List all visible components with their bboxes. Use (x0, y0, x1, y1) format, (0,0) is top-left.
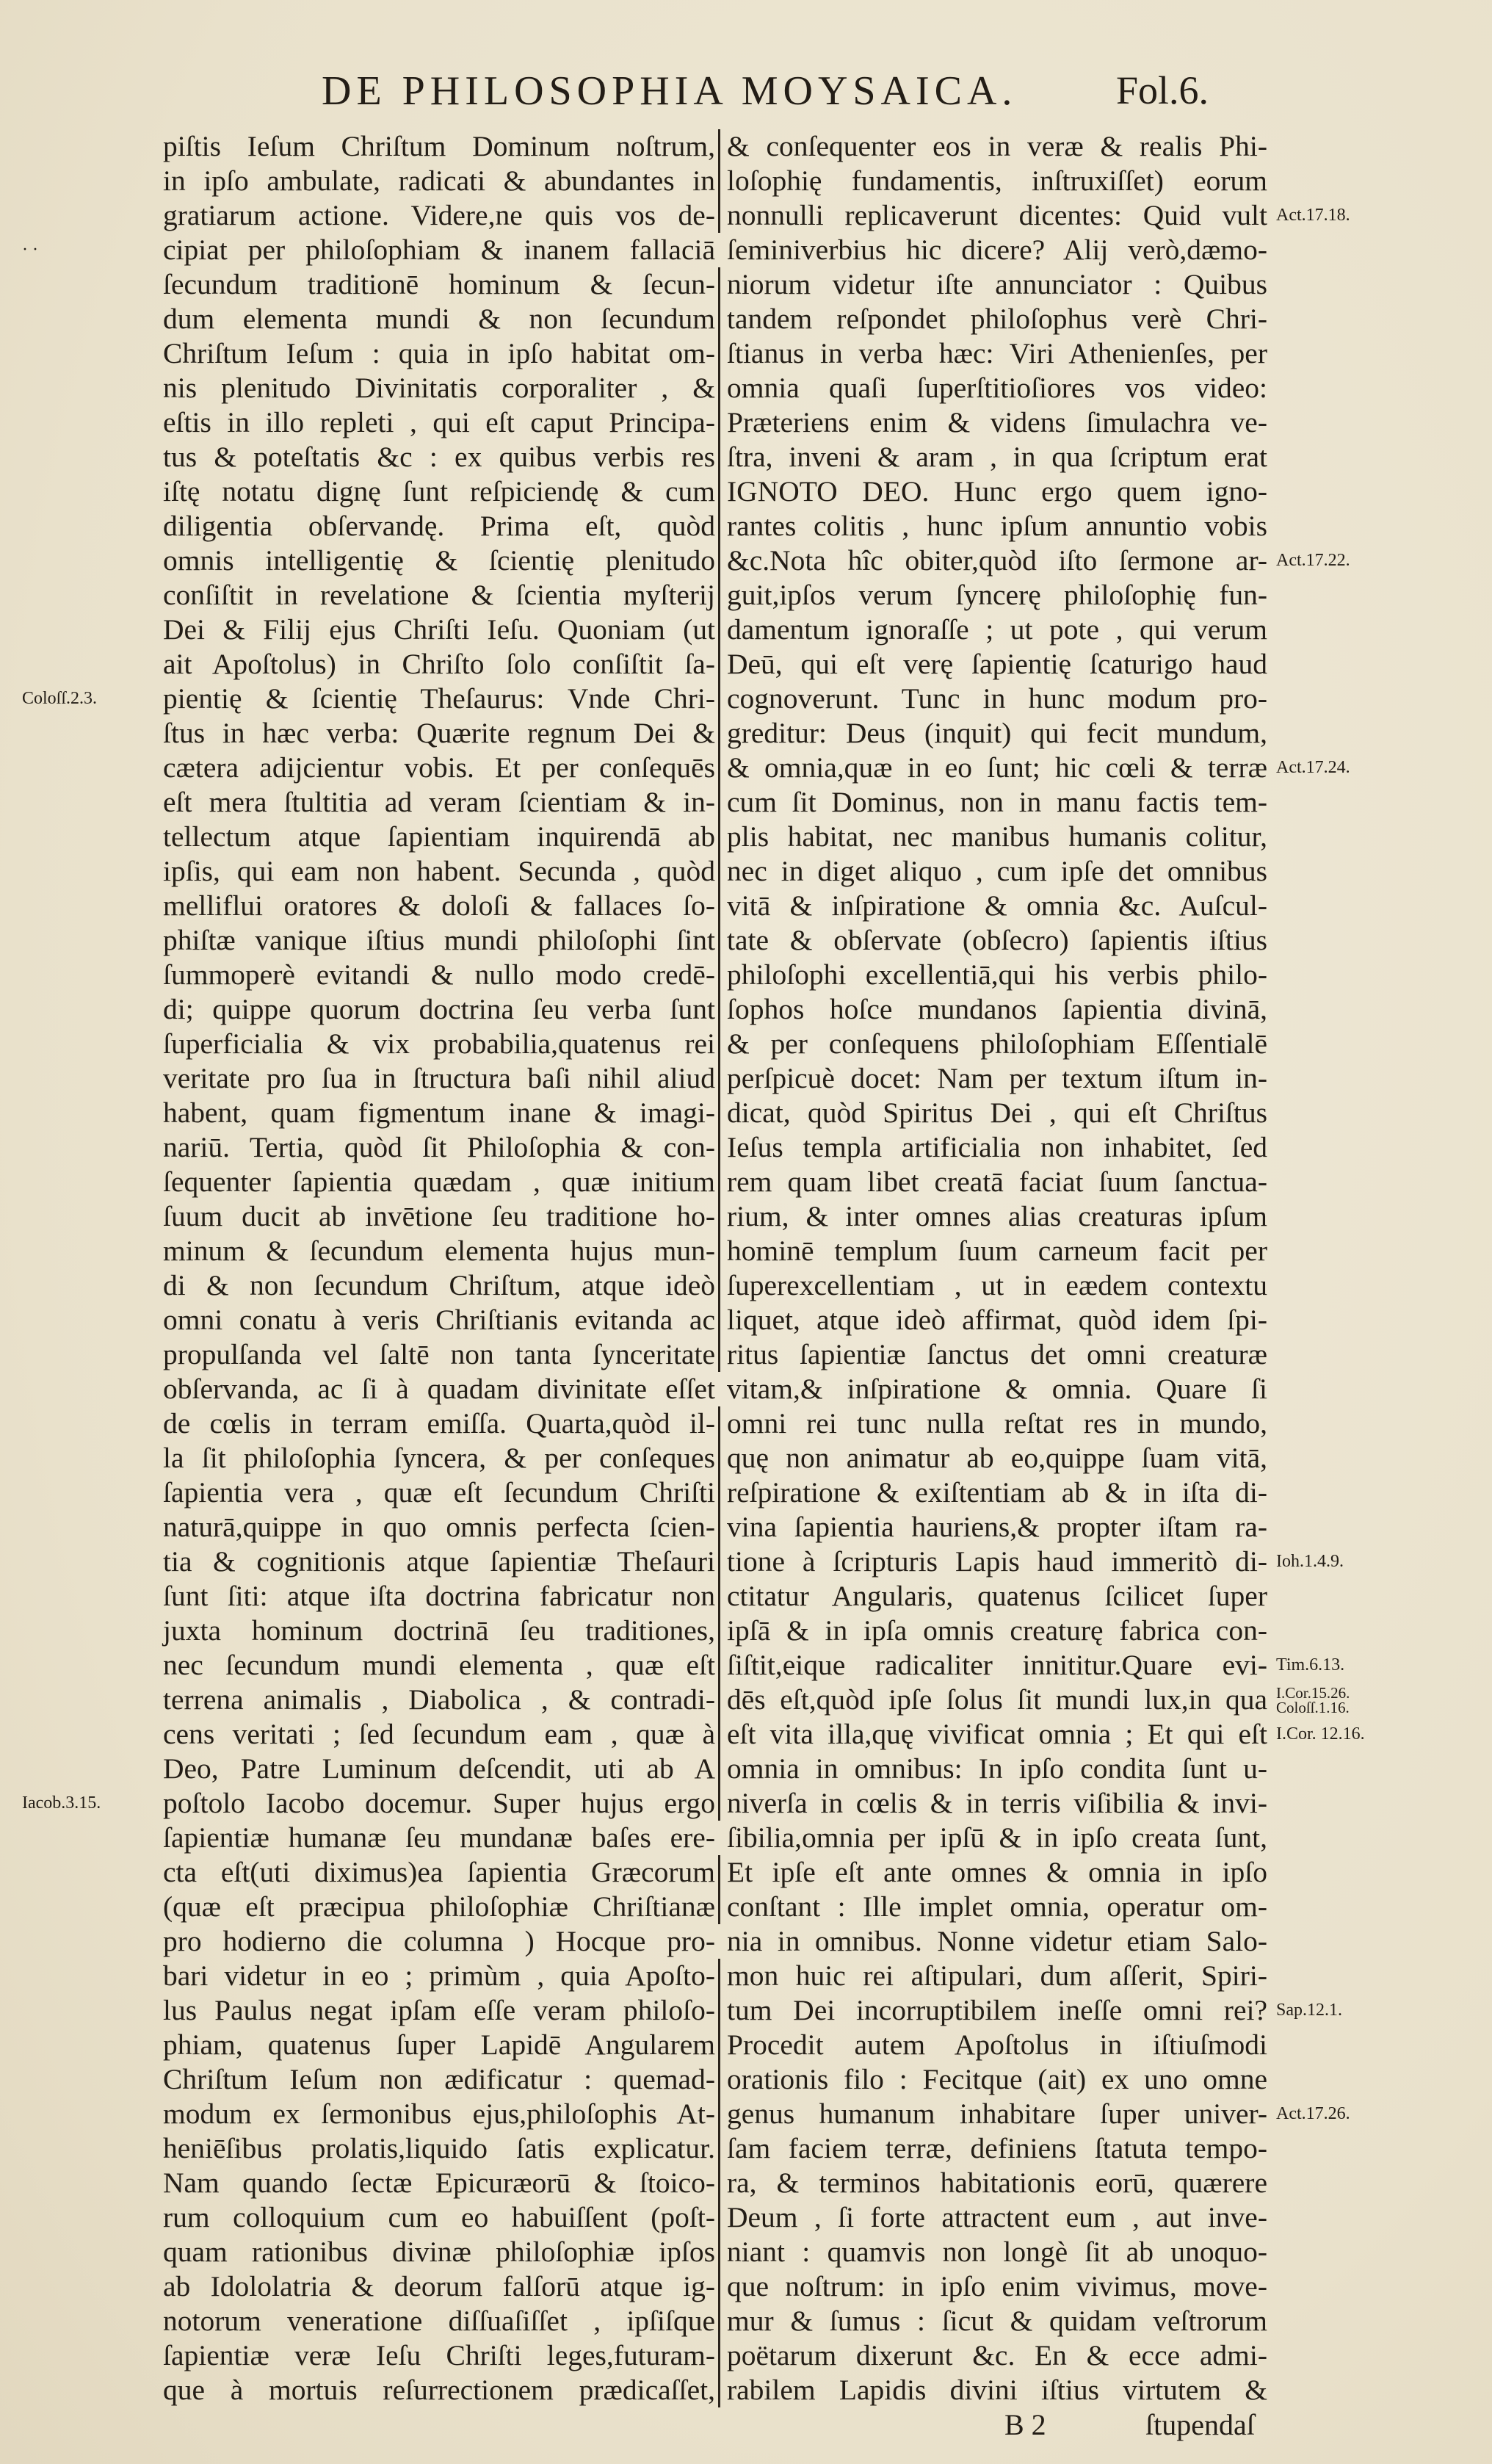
column-rule (718, 1061, 720, 1096)
column-rule (718, 1993, 720, 2028)
text-row (0, 198, 1492, 233)
column-rule (718, 267, 720, 302)
column-rule (718, 1786, 720, 1821)
right-column-line: mur & ſumus : ſicut & quidam veſtrorum (727, 2305, 1267, 2337)
left-column-line: ſuperficialia & vix probabilia,quatenus rei (163, 1027, 715, 1060)
right-column-line: guit,ipſos verum ſyncerę philoſophię fun- (727, 579, 1267, 611)
column-rule (718, 923, 720, 958)
column-rule (718, 785, 720, 820)
text-row (0, 440, 1492, 474)
right-column-line: rantes colitis , hunc ipſum annuntio vobis (727, 510, 1267, 542)
left-column-line: quam rationibus divinæ philoſophiæ ipſos (163, 2236, 715, 2268)
right-column-line: plis habitat, nec manibus humanis colitur, (727, 820, 1267, 853)
right-column-line: tandem reſpondet philoſophus verè Chri- (727, 303, 1267, 335)
column-rule (718, 233, 720, 267)
text-row (0, 1268, 1492, 1303)
text-row (0, 1372, 1492, 1406)
column-rule (718, 1683, 720, 1717)
left-column-line: ſtus in hæc verba: Quærite regnum Dei & (163, 717, 715, 749)
column-rule (718, 1372, 720, 1406)
right-column-line: dicat, quòd Spiritus Dei , qui eſt Chriſtus (727, 1096, 1267, 1129)
right-column-line: quę non animatur ab eo,quippe ſuam vitā, (727, 1442, 1267, 1474)
right-column-line: Deum , ſi forte attractent eum , aut inve- (727, 2201, 1267, 2233)
right-column-line: que noſtrum: in ipſo enim vivimus, move- (727, 2270, 1267, 2302)
left-column-line: eſtis in illo repleti , qui eſt caput Principa- (163, 406, 715, 438)
right-column-line: Deū, qui eſt verę ſapientię ſcaturigo haud (727, 648, 1267, 680)
left-column-line: gratiarum actione. Videre,ne quis vos de- (163, 199, 715, 231)
right-column-line: cognoverunt. Tunc in hunc modum pro- (727, 682, 1267, 715)
text-row (0, 405, 1492, 440)
column-rule (718, 647, 720, 682)
text-row (0, 682, 1492, 716)
left-column-line: pro hodierno die columna ) Hocque pro- (163, 1925, 715, 1957)
text-row (0, 2131, 1492, 2166)
text-row (0, 233, 1492, 267)
text-row (0, 820, 1492, 854)
two-column-text (0, 129, 1492, 2407)
right-column-line: vina ſapientia hauriens,& propter iſtam ra- (727, 1511, 1267, 1543)
right-column-line: genus humanum inhabitare ſuper univer- (727, 2098, 1267, 2130)
text-row (0, 336, 1492, 371)
text-row (0, 1924, 1492, 1959)
page-footer (0, 2407, 1492, 2442)
column-rule (718, 1441, 720, 1475)
right-column-line: & omnia,quæ in eo ſunt; hic cœli & terræ (727, 751, 1267, 784)
right-column-line: Præteriens enim & videns ſimulachra ve- (727, 406, 1267, 438)
column-rule (718, 440, 720, 474)
left-column-line: tia & cognitionis atque ſapientiæ Theſauri (163, 1545, 715, 1578)
text-row (0, 129, 1492, 164)
column-rule (718, 1027, 720, 1061)
right-column-line: loſophię fundamentis, inſtruxiſſet) eorum (727, 165, 1267, 197)
left-column-line: minum & ſecundum elementa hujus mun- (163, 1235, 715, 1267)
right-column-line: omni rei tunc nulla reſtat res in mundo, (727, 1407, 1267, 1439)
right-column-line: nonnulli replicaverunt dicentes: Quid vult (727, 199, 1267, 231)
text-row (0, 1303, 1492, 1337)
right-column-line: IGNOTO DEO. Hunc ergo quem igno- (727, 475, 1267, 507)
text-row (0, 751, 1492, 785)
left-column-line: modum ex ſermonibus ejus,philoſophis At- (163, 2098, 715, 2130)
left-column-line: in ipſo ambulate, radicati & abundantes in (163, 165, 715, 197)
right-column-line: ſam faciem terræ, definiens ſtatuta tempo- (727, 2132, 1267, 2164)
right-column-line: ra, & terminos habitationis eorū, quærere (727, 2167, 1267, 2199)
column-rule (718, 578, 720, 613)
left-column-line: diligentia obſervandę. Prima eſt, quòd (163, 510, 715, 542)
column-rule (718, 2373, 720, 2407)
text-row (0, 578, 1492, 613)
text-row (0, 1406, 1492, 1441)
left-column-line: ſapientiæ humanæ ſeu mundanæ baſes ere- (163, 1821, 715, 1854)
column-rule (718, 2166, 720, 2200)
text-row (0, 2200, 1492, 2235)
right-column-line: ſibilia,omnia per ipſū & in ipſo creata ſunt, (727, 1821, 1267, 1854)
left-column-line: de cœlis in terram emiſſa. Quarta,quòd il- (163, 1407, 715, 1439)
margin-note-right: Sap.12.1. (1276, 2001, 1342, 2020)
right-column-line: vitā & inſpiratione & omnia &c. Auſcul- (727, 889, 1267, 922)
right-column-line: Et ipſe eſt ante omnes & omnia in ipſo (727, 1856, 1267, 1888)
column-rule (718, 1130, 720, 1165)
text-row (0, 1337, 1492, 1372)
column-rule (718, 1337, 720, 1372)
column-rule (718, 1579, 720, 1614)
left-column-line: cta eſt(uti diximus)ea ſapientia Græcorum (163, 1856, 715, 1888)
right-column-line: ctitatur Angularis, quatenus ſcilicet ſuper (727, 1580, 1267, 1612)
text-row (0, 923, 1492, 958)
left-column-line: (quæ eſt præcipua philoſophiæ Chriſtianæ (163, 1890, 715, 1923)
left-column-line: que à mortuis reſurrectionem prædicaſſet, (163, 2374, 715, 2406)
right-column-line: &c.Nota hîc obiter,quòd iſto ſermone ar- (727, 544, 1267, 577)
margin-note-right: Act.17.18. (1276, 206, 1350, 225)
right-column-line: dēs eſt,quòd ipſe ſolus ſit mundi lux,in qua (727, 1683, 1267, 1716)
text-row (0, 1027, 1492, 1061)
right-column-line: niant : quamvis non longè ſit ab unoquo- (727, 2236, 1267, 2268)
column-rule (718, 1510, 720, 1544)
text-row (0, 1717, 1492, 1752)
left-column-line: Nam quando ſectæ Epicuræorū & ſtoico- (163, 2167, 715, 2199)
right-column-line: nia in omnibus. Nonne videtur etiam Salo- (727, 1925, 1267, 1957)
column-rule (718, 716, 720, 751)
column-rule (718, 2131, 720, 2166)
text-row (0, 889, 1492, 923)
right-column-line: mon huic rei aſtipulari, dum aſſerit, Spiri- (727, 1959, 1267, 1992)
text-row (0, 2028, 1492, 2062)
right-column-line: omnia in omnibus: In ipſo condita ſunt u- (727, 1752, 1267, 1785)
column-rule (718, 1890, 720, 1924)
text-row (0, 2373, 1492, 2407)
left-column-line: obſervanda, ac ſi à quadam divinitate eſſet (163, 1373, 715, 1405)
left-column-line: Deo, Patre Luminum deſcendit, uti ab A (163, 1752, 715, 1785)
left-column-line: ſecundum traditionē hominum & ſecun- (163, 268, 715, 300)
catchword: ſtupendaſ (1145, 2408, 1255, 2441)
column-rule (718, 751, 720, 785)
left-column-line: ait Apoſtolus) in Chriſto ſolo conſiſtit ſa- (163, 648, 715, 680)
left-column-line: eſt mera ſtultitia ad veram ſcientiam & in- (163, 786, 715, 818)
left-column-line: phiſtæ vanique iſtius mundi philoſophi ſint (163, 924, 715, 956)
column-rule (718, 613, 720, 647)
left-column-line: dum elementa mundi & non ſecundum (163, 303, 715, 335)
left-column-line: nariū. Tertia, quòd ſit Philoſophia & con- (163, 1131, 715, 1163)
right-column-line: ſtra, inveni & aram , in qua ſcriptum erat (727, 441, 1267, 473)
right-column-line: ipſā & in ipſa omnis creaturę fabrica con- (727, 1614, 1267, 1647)
text-row (0, 1544, 1492, 1579)
column-rule (718, 1855, 720, 1890)
text-row (0, 716, 1492, 751)
right-column-line: ritus ſapientiæ ſanctus det omni creaturæ (727, 1338, 1267, 1370)
left-column-line: tus & poteſtatis &c : ex quibus verbis res (163, 441, 715, 473)
left-column-line: nec ſecundum mundi elementa , quæ eſt (163, 1649, 715, 1681)
text-row (0, 1475, 1492, 1510)
right-column-line: Procedit autem Apoſtolus in iſtiuſmodi (727, 2028, 1267, 2061)
right-column-line: niverſa in cœlis & in terris viſibilia & invi- (727, 1787, 1267, 1819)
text-row (0, 1786, 1492, 1821)
column-rule (718, 1268, 720, 1303)
column-rule (718, 336, 720, 371)
column-rule (718, 2269, 720, 2304)
right-column-line: philoſophi excellentiā,qui his verbis philo- (727, 958, 1267, 991)
left-column-line: ſapientiæ veræ Ieſu Chriſti leges,futuram- (163, 2339, 715, 2371)
right-column-line: hominē templum ſuum carneum facit per (727, 1235, 1267, 1267)
text-row (0, 164, 1492, 198)
right-column-line: rium, & inter omnes alias creaturas ipſum (727, 1200, 1267, 1232)
column-rule (718, 1544, 720, 1579)
column-rule (718, 1752, 720, 1786)
column-rule (718, 2304, 720, 2338)
left-column-line: Chriſtum Ieſum non ædificatur : quemad- (163, 2063, 715, 2095)
column-rule (718, 474, 720, 509)
left-column-line: cipiat per philoſophiam & inanem fallaciā (163, 234, 715, 266)
column-rule (718, 1959, 720, 1993)
text-row (0, 1614, 1492, 1648)
column-rule (718, 2062, 720, 2097)
text-row (0, 785, 1492, 820)
left-column-line: naturā,quippe in quo omnis perfecta ſcien- (163, 1511, 715, 1543)
left-column-line: ſequenter ſapientia quædam , quæ initium (163, 1166, 715, 1198)
right-column-line: orationis filo : Fecitque (ait) ex uno omne (727, 2063, 1267, 2095)
text-row (0, 543, 1492, 578)
right-column-line: rem quam libet creatā faciat ſuum ſanctua- (727, 1166, 1267, 1198)
right-column-line: Ieſus templa artificialia non inhabitet, ſed (727, 1131, 1267, 1163)
text-row (0, 1165, 1492, 1199)
column-rule (718, 1234, 720, 1268)
left-column-line: la ſit philoſophia ſyncera, & per conſeques (163, 1442, 715, 1474)
margin-note-left: Coloſſ.2.3. (22, 689, 98, 708)
column-rule (718, 543, 720, 578)
text-row (0, 1096, 1492, 1130)
left-column-line: lus Paulus negat ipſam eſſe veram philoſo- (163, 1994, 715, 2026)
left-column-line: tellectum atque ſapientiam inquirendā ab (163, 820, 715, 853)
text-row (0, 1959, 1492, 1993)
right-column-line: ſophos hoſce mundanos ſapientia divinā, (727, 993, 1267, 1025)
column-rule (718, 405, 720, 440)
text-row (0, 1579, 1492, 1614)
text-row (0, 992, 1492, 1027)
text-row (0, 1648, 1492, 1683)
left-column-line: juxta hominum doctrinā ſeu traditiones, (163, 1614, 715, 1647)
column-rule (718, 2200, 720, 2235)
left-column-line: piſtis Ieſum Chriſtum Dominum noſtrum, (163, 130, 715, 162)
left-column-line: ſuum ducit ab invētione ſeu traditione ho- (163, 1200, 715, 1232)
text-row (0, 1130, 1492, 1165)
left-column-line: conſiſtit in revelatione & ſcientia myſterij (163, 579, 715, 611)
running-header (0, 68, 1492, 113)
right-column-line: damentum ignoraſſe ; ut pote , qui verum (727, 613, 1267, 646)
text-row (0, 1683, 1492, 1717)
left-column-line: heniēſibus prolatis,liquido ſatis explicatur. (163, 2132, 715, 2164)
text-row (0, 2338, 1492, 2373)
text-row (0, 1821, 1492, 1855)
left-column-line: Chriſtum Ieſum : quia in ipſo habitat om- (163, 337, 715, 369)
margin-note-right: Tim.6.13. (1276, 1655, 1345, 1674)
left-column-line: di; quippe quorum doctrina ſeu verba ſunt (163, 993, 715, 1025)
margin-note-right: Act.17.22. (1276, 551, 1350, 570)
right-column-line: vitam,& inſpiratione & omnia. Quare ſi (727, 1373, 1267, 1405)
right-column-line: ſeminiverbius hic dicere? Alij verò,dæmo- (727, 234, 1267, 266)
text-row (0, 509, 1492, 543)
left-column-line: Dei & Filij ejus Chriſti Ieſu. Quoniam (ut (163, 613, 715, 646)
right-column-line: reſpiratione & exiſtentiam ab & in iſta di- (727, 1476, 1267, 1509)
column-rule (718, 1717, 720, 1752)
left-column-line: terrena animalis , Diabolica , & contradi- (163, 1683, 715, 1716)
column-rule (718, 682, 720, 716)
column-rule (718, 2338, 720, 2373)
left-column-line: ſunt ſiti: atque iſta doctrina fabricatur non (163, 1580, 715, 1612)
text-row (0, 2062, 1492, 2097)
text-row (0, 1752, 1492, 1786)
text-row (0, 302, 1492, 336)
left-column-line: bari videtur in eo ; primùm , quia Apoſto- (163, 1959, 715, 1992)
text-row (0, 2235, 1492, 2269)
column-rule (718, 2097, 720, 2131)
left-column-line: cens veritati ; ſed ſecundum eam , quæ à (163, 1718, 715, 1750)
text-row (0, 1510, 1492, 1544)
right-column-line: ſiſtit,eique radicaliter innititur.Quare evi- (727, 1649, 1267, 1681)
right-column-line: tate & obſervate (obſecro) ſapientis iſtius (727, 924, 1267, 956)
running-title: DE PHILOSOPHIA MOYSAICA. (322, 68, 1018, 114)
margin-note-right: Act.17.26. (1276, 2104, 1350, 2123)
text-row (0, 1890, 1492, 1924)
left-column-line: habent, quam figmentum inane & imagi- (163, 1096, 715, 1129)
left-column-line: pientię & ſcientię Theſaurus: Vnde Chri- (163, 682, 715, 715)
margin-note-left: · · (22, 240, 38, 259)
margin-note-right: Act.17.24. (1276, 758, 1350, 777)
right-column-line: rabilem Lapidis divini iſtius virtutem & (727, 2374, 1267, 2406)
text-row (0, 1441, 1492, 1475)
right-column-line: ſtianus in verba hæc: Viri Athenienſes, per (727, 337, 1267, 369)
column-rule (718, 1165, 720, 1199)
right-column-line: & per conſequens philoſophiam Eſſentialē (727, 1027, 1267, 1060)
text-row (0, 2269, 1492, 2304)
left-column-line: di & non ſecundum Chriſtum, atque ideò (163, 1269, 715, 1301)
left-column-line: ſummoperè evitandi & nullo modo credē- (163, 958, 715, 991)
column-rule (718, 958, 720, 992)
margin-note-right: I.Cor.15.26. Coloſſ.1.16. (1276, 1684, 1350, 1716)
right-column-line: greditur: Deus (inquit) qui fecit mundum, (727, 717, 1267, 749)
left-column-line: ſapientia vera , quæ eſt ſecundum Chriſti (163, 1476, 715, 1509)
text-row (0, 1855, 1492, 1890)
left-column-line: nis plenitudo Divinitatis corporaliter , & (163, 372, 715, 404)
column-rule (718, 1821, 720, 1855)
text-row (0, 267, 1492, 302)
right-column-line: omnia quaſi ſuperſtitioſiores vos video: (727, 372, 1267, 404)
right-column-line: nec in diget aliquo , cum ipſe det omnibus (727, 855, 1267, 887)
left-column-line: iſtę notatu dignę ſunt reſpiciendę & cum (163, 475, 715, 507)
column-rule (718, 1303, 720, 1337)
text-row (0, 613, 1492, 647)
column-rule (718, 1614, 720, 1648)
text-row (0, 2166, 1492, 2200)
right-column-line: & conſequenter eos in veræ & realis Phi- (727, 130, 1267, 162)
column-rule (718, 1648, 720, 1683)
right-column-line: eſt vita illa,quę vivificat omnia ; Et qui eſt (727, 1718, 1267, 1750)
left-column-line: poſtolo Iacobo docemur. Super hujus ergo (163, 1787, 715, 1819)
column-rule (718, 1475, 720, 1510)
column-rule (718, 509, 720, 543)
column-rule (718, 992, 720, 1027)
text-row (0, 854, 1492, 889)
left-column-line: phiam, quatenus ſuper Lapidē Angularem (163, 2028, 715, 2061)
right-column-line: conſtant : Ille implet omnia, operatur om- (727, 1890, 1267, 1923)
right-column-line: tione à ſcripturis Lapis haud immeritò di- (727, 1545, 1267, 1578)
text-row (0, 1993, 1492, 2028)
column-rule (718, 854, 720, 889)
left-column-line: melliflui oratores & doloſi & fallaces ſo- (163, 889, 715, 922)
left-column-line: veritate pro ſua in ſtructura baſi nihil aliud (163, 1062, 715, 1094)
column-rule (718, 1096, 720, 1130)
text-row (0, 2097, 1492, 2131)
column-rule (718, 1406, 720, 1441)
right-column-line: ſuperexcellentiam , ut in eædem contextu (727, 1269, 1267, 1301)
left-column-line: notorum veneratione diſſuaſiſſet , ipſiſque (163, 2305, 715, 2337)
text-row (0, 1234, 1492, 1268)
right-column-line: perſpicuè docet: Nam per textum iſtum in- (727, 1062, 1267, 1094)
margin-note-right: I.Cor. 12.16. (1276, 1724, 1365, 1744)
left-column-line: rum colloquium cum eo habuiſſent (poſt- (163, 2201, 715, 2233)
column-rule (718, 889, 720, 923)
right-column-line: poëtarum dixerunt &c. En & ecce admi- (727, 2339, 1267, 2371)
column-rule (718, 2235, 720, 2269)
text-row (0, 958, 1492, 992)
column-rule (718, 2028, 720, 2062)
left-column-line: omni conatu à veris Chriſtianis evitanda ac (163, 1304, 715, 1336)
margin-note-left: Iacob.3.15. (22, 1793, 101, 1813)
column-rule (718, 198, 720, 233)
folio-number: Fol.6. (1116, 68, 1209, 112)
text-row (0, 1061, 1492, 1096)
right-column-line: liquet, atque ideò affirmat, quòd idem ſpi- (727, 1304, 1267, 1336)
column-rule (718, 1924, 720, 1959)
column-rule (718, 820, 720, 854)
text-row (0, 2304, 1492, 2338)
left-column-line: omnis intelligentię & ſcientię plenitudo (163, 544, 715, 577)
right-column-line: niorum videtur iſte annunciator : Quibus (727, 268, 1267, 300)
right-column-line: cum ſit Dominus, non in manu factis tem- (727, 786, 1267, 818)
column-rule (718, 129, 720, 164)
left-column-line: cætera adijcientur vobis. Et per conſequēs (163, 751, 715, 784)
column-rule (718, 1199, 720, 1234)
text-row (0, 371, 1492, 405)
text-row (0, 1199, 1492, 1234)
signature-mark: B 2 (1004, 2408, 1046, 2441)
column-rule (718, 302, 720, 336)
text-row (0, 474, 1492, 509)
column-rule (718, 371, 720, 405)
left-column-line: propulſanda vel ſaltē non tanta ſynceritate (163, 1338, 715, 1370)
column-rule (718, 164, 720, 198)
left-column-line: ipſis, qui eam non habent. Secunda , quòd (163, 855, 715, 887)
margin-note-right: Ioh.1.4.9. (1276, 1552, 1344, 1571)
right-column-line: tum Dei incorruptibilem ineſſe omni rei? (727, 1994, 1267, 2026)
left-column-line: ab Idololatria & deorum falſorū atque ig- (163, 2270, 715, 2302)
text-row (0, 647, 1492, 682)
